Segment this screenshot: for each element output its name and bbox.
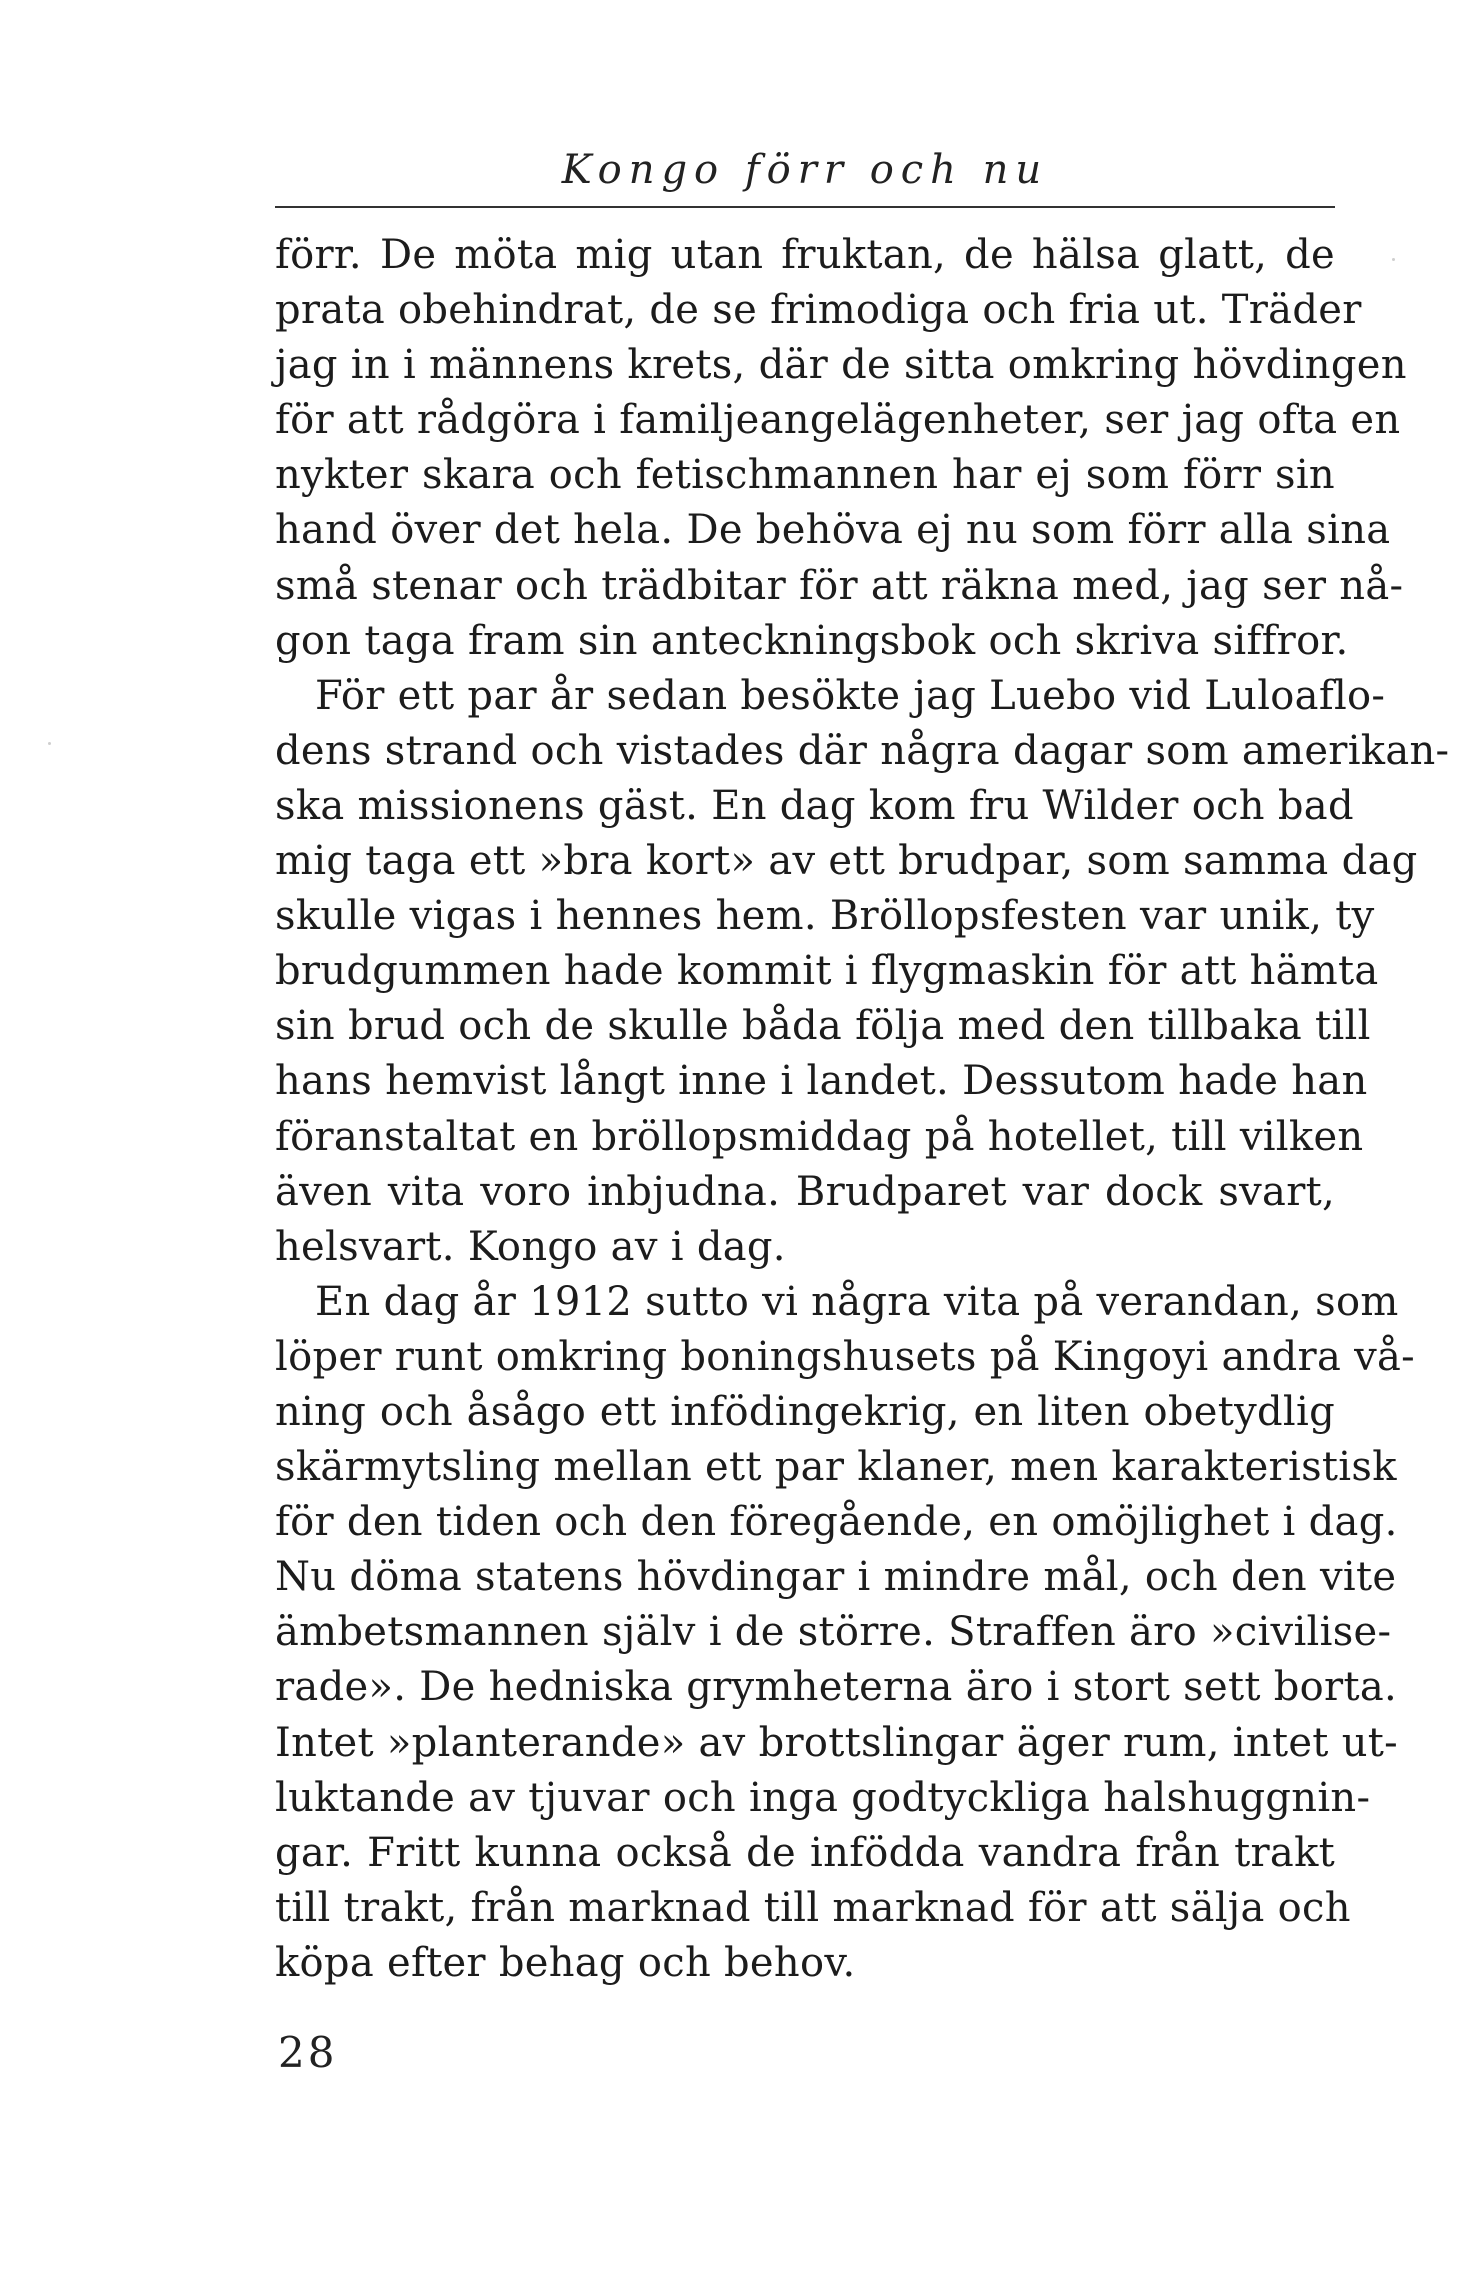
header-rule: [275, 206, 1335, 208]
text-line: helsvart. Kongo av i dag.: [275, 1223, 786, 1270]
body-text: [275, 228, 1450, 1991]
text-line: skulle vigas i hennes hem. Bröllopsfesten var unik, ty: [275, 893, 1375, 940]
text-line: En dag år 1912 sutto vi några vita på verandan, som: [315, 1278, 1399, 1325]
text-line: Nu döma statens hövdingar i mindre mål, och den vite: [275, 1554, 1397, 1601]
text-line: sin brud och de skulle båda följa med den tillbaka till: [275, 1003, 1371, 1050]
text-line: gar. Fritt kunna också de infödda vandra från trakt: [275, 1829, 1335, 1876]
text-line: löper runt omkring boningshusets på Kingoyi andra vå-: [275, 1333, 1416, 1380]
text-line: rade». De hedniska grymheterna äro i stort sett borta.: [275, 1664, 1397, 1711]
text-line: ning och åsågo ett infödingekrig, en liten obetydlig: [275, 1388, 1335, 1435]
text-line: För ett par år sedan besökte jag Luebo vid Luloaflo-: [315, 672, 1386, 719]
paper-speck: [1392, 258, 1395, 261]
text-line: även vita voro inbjudna. Brudparet var dock svart,: [275, 1168, 1335, 1215]
text-line: hans hemvist långt inne i landet. Dessutom hade han: [275, 1058, 1368, 1105]
text-line: för den tiden och den föregående, en omöjlighet i dag.: [275, 1499, 1398, 1546]
text-line: luktande av tjuvar och inga godtyckliga halshuggnin-: [275, 1774, 1371, 1821]
text-line: köpa efter behag och behov.: [275, 1939, 856, 1986]
text-line: föranstaltat en bröllopsmiddag på hotellet, till vilken: [275, 1113, 1364, 1160]
text-line: ska missionens gäst. En dag kom fru Wilder och bad: [275, 782, 1354, 829]
text-line: prata obehindrat, de se frimodiga och fria ut. Träder: [275, 287, 1362, 334]
text-line: förr. De möta mig utan fruktan, de hälsa glatt, de: [275, 232, 1335, 278]
text-line: små stenar och trädbitar för att räkna med, jag ser nå-: [275, 562, 1404, 609]
text-line: dens strand och vistades där några dagar som amerikan-: [275, 727, 1450, 774]
text-line: nykter skara och fetischmannen har ej som förr sin: [275, 452, 1335, 499]
page-number: 28: [278, 2028, 338, 2077]
text-line: gon taga fram sin anteckningsbok och skriva siffror.: [275, 617, 1349, 664]
text-line: brudgummen hade kommit i flygmaskin för att hämta: [275, 948, 1379, 995]
text-line: till trakt, från marknad till marknad för att sälja och: [275, 1884, 1351, 1931]
text-line: ämbetsmannen själv i de större. Straffen äro »civilise-: [275, 1609, 1392, 1656]
text-line: mig taga ett »bra kort» av ett brudpar, som samma dag: [275, 838, 1418, 885]
text-line: skärmytsling mellan ett par klaner, men karakteristisk: [275, 1444, 1397, 1491]
paper-speck: [48, 742, 51, 745]
text-line: hand över det hela. De behöva ej nu som förr alla sina: [275, 507, 1391, 554]
text-line: jag in i männens krets, där de sitta omkring hövdingen: [275, 342, 1407, 389]
text-line: Intet »planterande» av brottslingar äger rum, intet ut-: [275, 1719, 1398, 1766]
running-head: Kongo förr och nu: [561, 147, 1049, 193]
text-line: för att rådgöra i familjeangelägenheter, ser jag ofta en: [275, 397, 1401, 444]
